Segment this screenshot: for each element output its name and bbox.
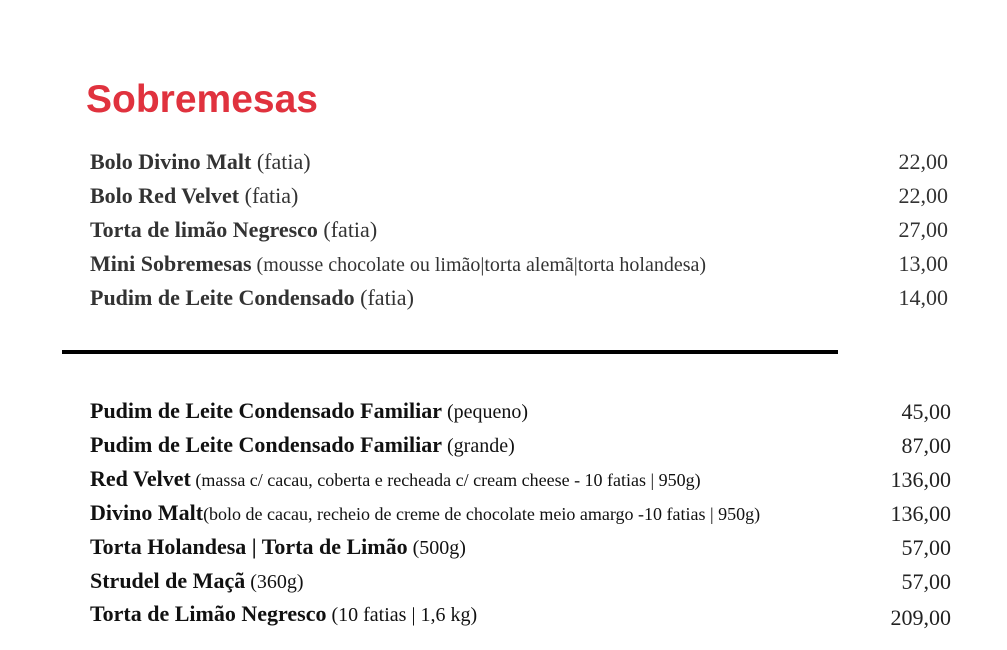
- menu-item-price: 22,00: [898, 183, 948, 208]
- menu-item-desc: (fatia): [354, 285, 414, 310]
- menu-item-name: Red Velvet: [90, 466, 191, 491]
- menu-item-price: 14,00: [898, 285, 948, 310]
- menu-item-name: Divino Malt: [90, 500, 204, 525]
- menu-item-torta-limao-negresco-inteira: [90, 603, 477, 625]
- section-divider: [62, 350, 838, 354]
- menu-item-name: Torta Holandesa | Torta de Limão: [90, 534, 408, 559]
- menu-item-pudim-familiar-grande: [90, 434, 515, 456]
- menu-item-desc: (360g): [245, 571, 304, 593]
- menu-item-price: 87,00: [901, 433, 951, 458]
- menu-item-price: 57,00: [901, 569, 951, 594]
- menu-item-name: Pudim de Leite Condensado: [90, 285, 355, 310]
- menu-item-name: Pudim de Leite Condensado Familiar: [90, 398, 443, 423]
- menu-item-name: Strudel de Maçã: [90, 568, 246, 593]
- menu-item-bolo-divino-malt: [90, 151, 311, 173]
- menu-item-desc: (mousse chocolate ou limão|torta alemã|torta holandesa): [251, 254, 707, 276]
- menu-item-pudim-familiar-pequeno: [90, 400, 528, 422]
- menu-item-divino-malt-inteiro: [90, 502, 760, 524]
- menu-item-desc: (fatia): [239, 183, 299, 208]
- menu-item-strudel-maca: [90, 570, 304, 592]
- menu-item-price: 45,00: [901, 399, 951, 424]
- menu-item-name: Torta de limão Negresco: [90, 217, 318, 242]
- menu-item-price: 27,00: [898, 217, 948, 242]
- menu-item-pudim-leite-condensado: [90, 287, 414, 309]
- menu-item-red-velvet-inteiro: [90, 468, 701, 490]
- menu-item-bolo-red-velvet: [90, 185, 298, 207]
- menu-item-price: 57,00: [901, 535, 951, 560]
- menu-item-desc: (500g): [407, 537, 466, 559]
- menu-item-name: Bolo Divino Malt: [90, 149, 252, 174]
- menu-item-desc: (10 fatias | 1,6 kg): [326, 604, 478, 626]
- menu-item-price: 136,00: [890, 501, 951, 526]
- menu-item-torta-holandesa-limao: [90, 536, 466, 558]
- menu-item-name: Torta de Limão Negresco: [90, 601, 327, 626]
- menu-item-name: Bolo Red Velvet: [90, 183, 240, 208]
- menu-item-desc: (grande): [442, 435, 515, 457]
- menu-item-desc: (fatia): [317, 217, 378, 242]
- section-title: Sobremesas: [86, 78, 318, 121]
- menu-item-price: 136,00: [890, 467, 951, 492]
- menu-item-price: 209,00: [890, 605, 951, 630]
- menu-item-torta-limao-negresco: [90, 219, 377, 241]
- menu-item-name: Mini Sobremesas: [90, 251, 252, 276]
- menu-item-mini-sobremesas: [90, 253, 706, 275]
- menu-item-price: 22,00: [898, 149, 948, 174]
- menu-item-desc: (pequeno): [442, 401, 529, 423]
- menu-item-desc: (massa c/ cacau, coberta e recheada c/ cream cheese - 10 fatias | 950g): [190, 470, 701, 490]
- menu-item-price: 13,00: [898, 251, 948, 276]
- menu-item-name: Pudim de Leite Condensado Familiar: [90, 432, 443, 457]
- menu-item-desc: (bolo de cacau, recheio de creme de chocolate meio amargo -10 fatias | 950g): [203, 504, 761, 524]
- menu-item-desc: (fatia): [251, 149, 311, 174]
